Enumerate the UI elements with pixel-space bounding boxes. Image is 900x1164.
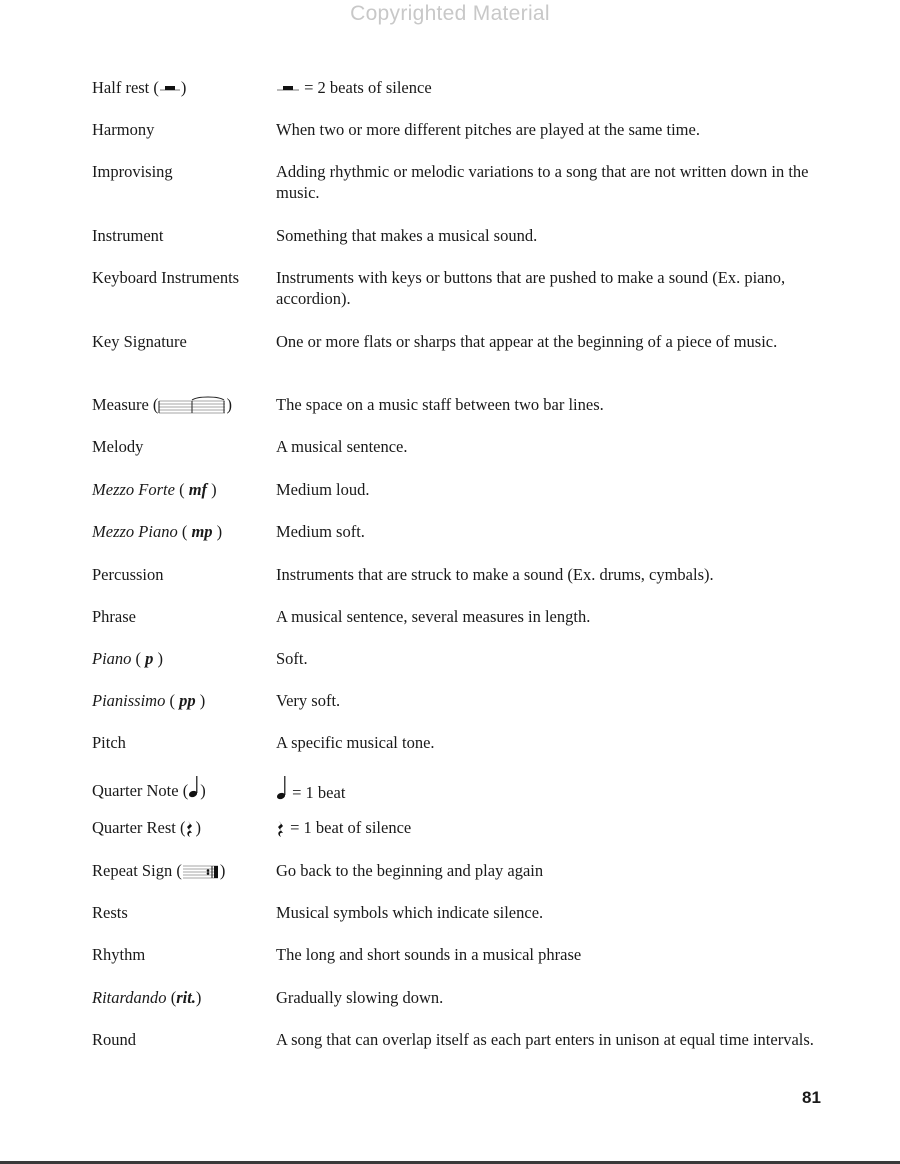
entry-definition: When two or more different pitches are played at the same time.	[276, 120, 700, 139]
entry-term: Mezzo Piano ( mp )	[92, 522, 223, 541]
entry-term: Quarter Note ( )	[92, 775, 272, 801]
entry-definition: Gradually slowing down.	[276, 988, 444, 1007]
entry-term: Quarter Rest ( )	[92, 818, 201, 837]
entry-definition: A specific musical tone.	[276, 733, 435, 752]
entry-term: Rests	[92, 903, 128, 922]
entry-definition: = 1 beat of silence	[276, 817, 816, 838]
entry-term: Pitch	[92, 733, 126, 752]
entry-definition: Instruments with keys or buttons that are pushed to make a sound (Ex. piano, accordion).	[276, 268, 786, 308]
entry-definition: The space on a music staff between two bar lines.	[276, 395, 604, 414]
watermark: Copyrighted Material	[350, 2, 550, 25]
entry-term: Measure ( )	[92, 394, 272, 416]
entry-definition: Something that makes a musical sound.	[276, 226, 538, 245]
entry-definition: = 2 beats of silence	[276, 77, 816, 98]
entry-term: Percussion	[92, 565, 164, 584]
entry-definition: Instruments that are struck to make a sound (Ex. drums, cymbals).	[276, 565, 714, 584]
entry-term: Round	[92, 1030, 137, 1049]
quarter-note-icon	[276, 775, 288, 801]
quarter-rest-icon	[185, 820, 195, 838]
entry-term: Melody	[92, 437, 144, 456]
entry-term: Phrase	[92, 607, 136, 626]
half-rest-icon	[159, 84, 181, 94]
entry-term: Keyboard Instruments	[92, 268, 240, 287]
entry-definition: A song that can overlap itself as each part enters in unison at equal time intervals.	[276, 1030, 814, 1049]
entry-definition: Musical symbols which indicate silence.	[276, 903, 544, 922]
entry-term: Mezzo Forte ( mf )	[92, 480, 217, 499]
entry-term: Half rest ( )	[92, 78, 187, 97]
entry-term: Ritardando (rit.)	[92, 988, 202, 1007]
entry-definition: Very soft.	[276, 691, 341, 710]
entry-term: Pianissimo ( pp )	[92, 691, 206, 710]
entry-definition: Medium soft.	[276, 522, 365, 541]
entry-definition: Go back to the beginning and play again	[276, 861, 544, 880]
entry-definition: A musical sentence, several measures in length.	[276, 607, 591, 626]
entry-definition: A musical sentence.	[276, 437, 408, 456]
entry-term: Harmony	[92, 120, 155, 139]
repeat-sign-icon	[182, 862, 220, 882]
entry-term: Repeat Sign ( )	[92, 860, 272, 882]
entry-definition: The long and short sounds in a musical phrase	[276, 945, 582, 964]
page-number: 81	[802, 1088, 821, 1107]
half-rest-icon	[276, 84, 300, 94]
entry-definition: One or more flats or sharps that appear at the beginning of a piece of music.	[276, 332, 778, 351]
entry-term: Rhythm	[92, 945, 146, 964]
entry-term: Key Signature	[92, 332, 187, 351]
entry-term: Improvising	[92, 162, 173, 181]
quarter-rest-icon	[276, 820, 286, 838]
entry-definition: = 1 beat	[276, 775, 816, 803]
entry-definition: Adding rhythmic or melodic variations to a song that are not written down in the music.	[276, 162, 809, 202]
quarter-note-icon	[188, 775, 200, 799]
entry-definition: Medium loud.	[276, 480, 370, 499]
entry-definition: Soft.	[276, 649, 308, 668]
measure-staff-icon	[158, 396, 226, 416]
entry-term: Piano ( p )	[92, 649, 164, 668]
entry-term: Instrument	[92, 226, 164, 245]
